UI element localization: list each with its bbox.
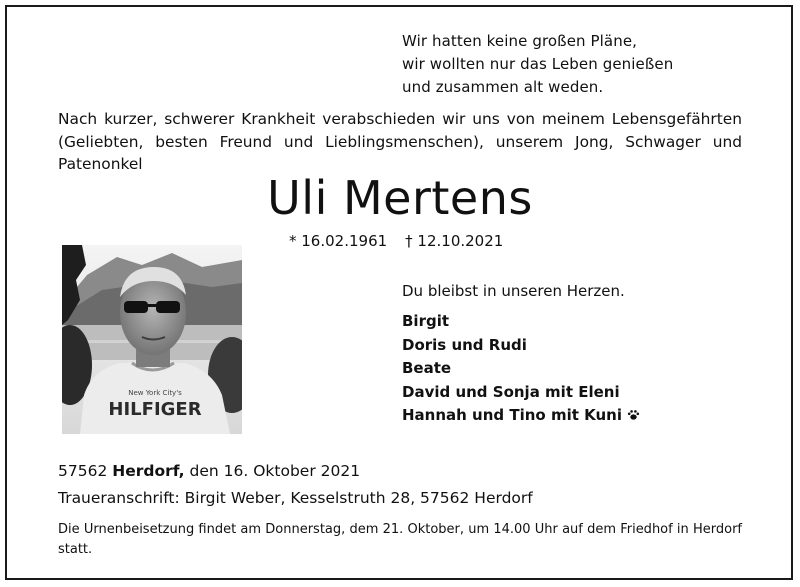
intro-text: Nach kurzer, schwerer Krankheit verabschieden wir uns von meinem Lebensgefährten (Geliebten, besten Freund und Lieblingsmenschen), unserem Jong, Schwager und Patenonkel — [58, 110, 742, 173]
portrait-photo — [62, 245, 242, 434]
shirt-print-top: New York City's — [128, 389, 182, 397]
poem-line: wir wollten nur das Leben genießen — [402, 55, 674, 73]
announcement-date: den 16. Oktober 2021 — [189, 462, 361, 480]
mourner: Beate — [402, 359, 452, 377]
mourner-list — [402, 310, 640, 429]
life-dates — [289, 230, 521, 252]
deceased-name: Uli Mertens — [267, 171, 533, 225]
death-date: † 12.10.2021 — [405, 232, 504, 250]
mourner: Doris und Rudi — [402, 335, 527, 354]
place-zip: 57562 — [58, 462, 108, 480]
mourner: David und Sonja mit Eleni — [402, 382, 620, 401]
motto: Du bleibst in unseren Herzen. — [402, 282, 625, 300]
poem-line: und zusammen alt weden. — [402, 78, 604, 96]
place-city: Herdorf, — [112, 462, 185, 480]
place-and-date — [58, 460, 360, 482]
birth-date: * 16.02.1961 — [289, 232, 388, 250]
shirt-print-main: HILFIGER — [108, 399, 202, 420]
burial-notice: Die Urnenbeisetzung findet am Donnerstag, dem 21. Oktober, um 14.00 Uhr auf dem Friedhof in Herdorf statt. — [58, 522, 742, 557]
paw-icon — [627, 405, 640, 429]
poem-line: Wir hatten keine großen Pläne, — [402, 32, 638, 50]
mourner: Hannah und Tino mit Kuni — [402, 406, 622, 424]
poem — [402, 30, 673, 99]
mourner: Birgit — [402, 312, 450, 330]
mourning-address: Traueranschrift: Birgit Weber, Kesselstruth 28, 57562 Herdorf — [58, 489, 533, 507]
mourner-row — [402, 404, 640, 429]
